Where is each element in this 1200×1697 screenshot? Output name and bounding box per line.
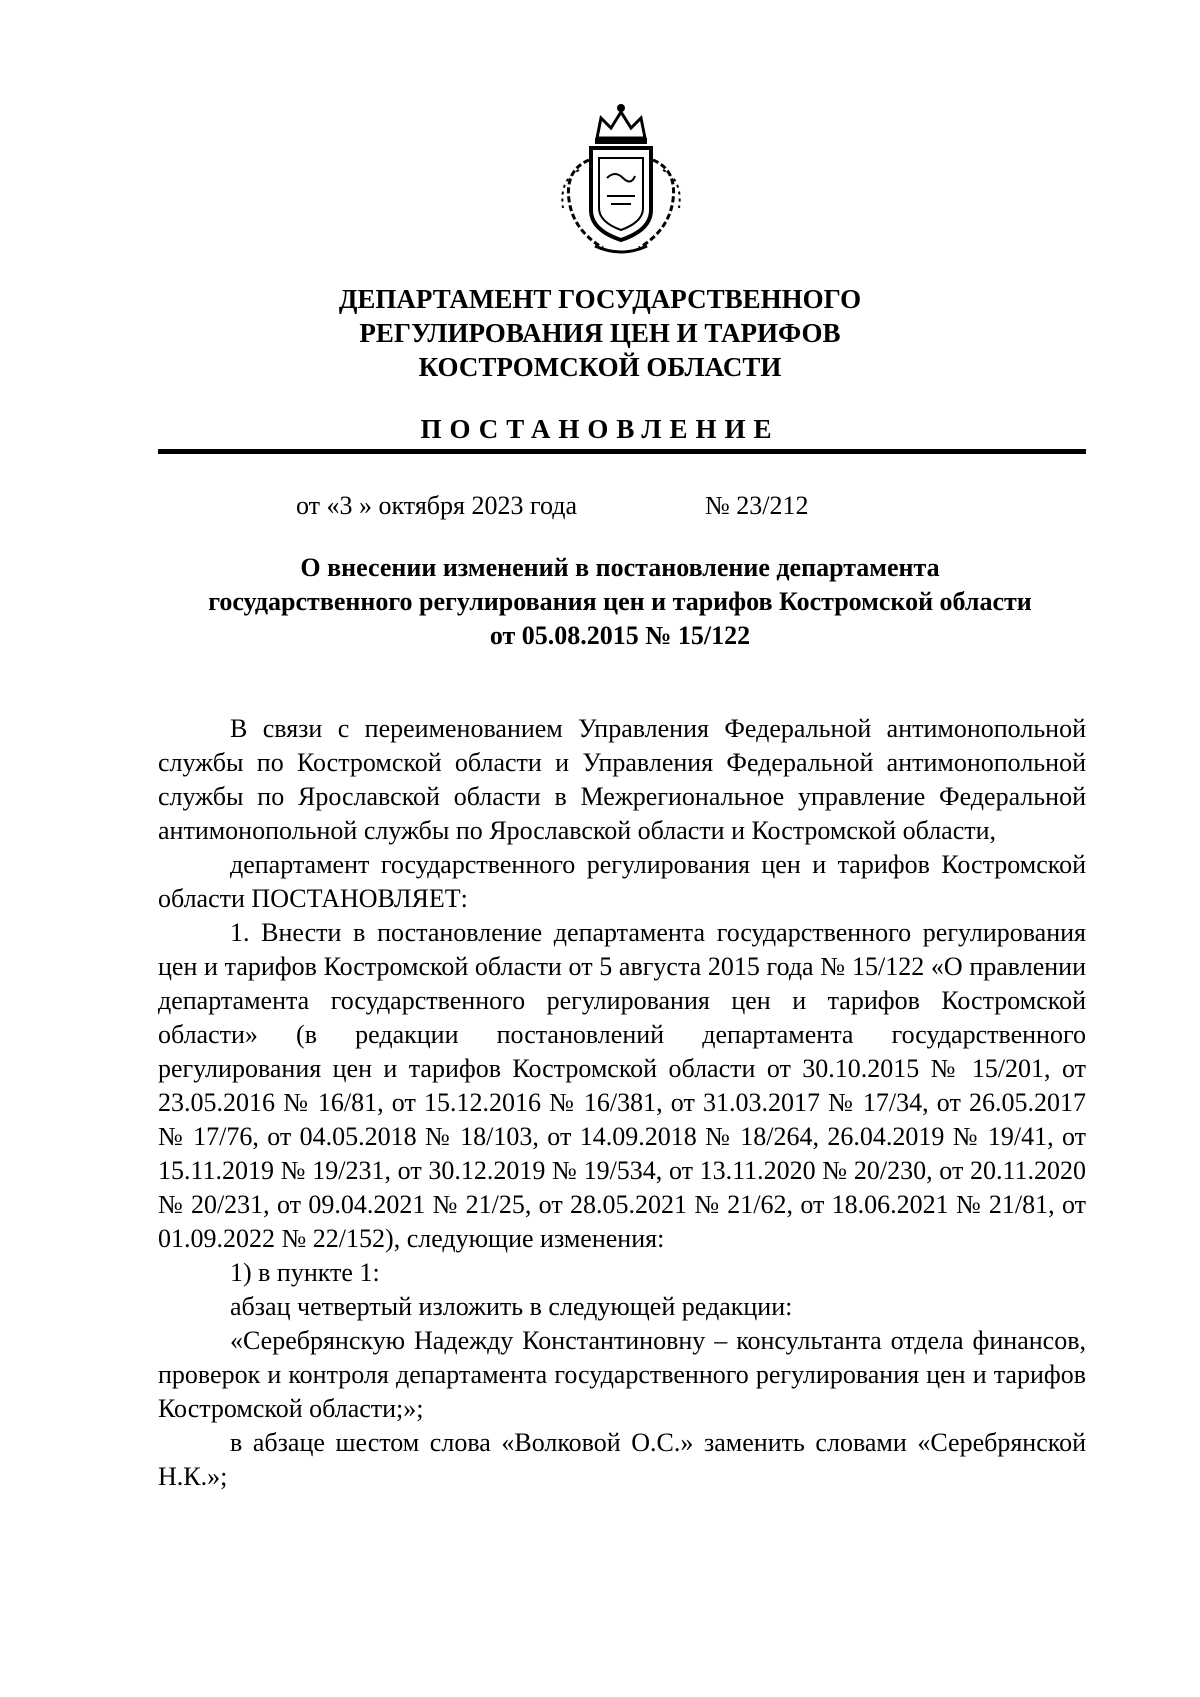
document-date: от «3 » октября 2023 года xyxy=(296,491,578,520)
body-paragraph: 1. Внести в постановление департамента государственного регулирования цен и тарифов Костромской области от 5 августа 2015 года № 15/122 «О правлении департамента государственного регулирования цен и тарифов Костромской области» (в редакции постановлений департамента государственного регулирования цен и тарифов Костромской области от 30.10.2015 № 15/201, от 23.05.2016 № 16/81, от 15.12.2016 № 16/381, от 31.03.2017 № 17/34, от 26.05.2017 № 17/76, от 04.05.2018 № 18/103, от 14.09.2018 № 18/264, 26.04.2019 № 19/41, от 15.11.2019 № 19/231, от 30.12.2019 № 19/534, от 13.11.2020 № 20/230, от 20.11.2020 № 20/231, от 09.04.2021 № 21/25, от 28.05.2021 № 21/62, от 18.06.2021 № 21/81, от 01.09.2022 № 22/152), следующие изменения: xyxy=(158,918,1086,1253)
header-divider xyxy=(158,449,1086,454)
coat-of-arms-icon xyxy=(545,100,697,260)
body-paragraph: В связи с переименованием Управления Федеральной антимонопольной службы по Костромской области и Управления Федеральной антимонопольной службы по Ярославской области в Межрегиональное управление Федеральной антимонопольной службы по Ярославской области и Костромской области, xyxy=(158,714,1086,845)
subject-line3: от 05.08.2015 № 15/122 xyxy=(489,621,751,650)
body-paragraph: абзац четвертый изложить в следующей редакции: xyxy=(230,1292,793,1321)
subject-line2: государственного регулирования цен и тарифов Костромской области xyxy=(208,587,1032,616)
body-paragraph: в абзаце шестом слова «Волковой О.С.» заменить словами «Серебрянской Н.К.»; xyxy=(158,1428,1086,1491)
document-number: № 23/212 xyxy=(705,491,809,520)
department-name-line3: КОСТРОМСКОЙ ОБЛАСТИ xyxy=(418,352,782,382)
body-paragraph: департамент государственного регулирования цен и тарифов Костромской области ПОСТАНОВЛЯЕТ: xyxy=(158,850,1086,913)
document-subject xyxy=(150,551,1090,653)
body-paragraph: 1) в пункте 1: xyxy=(230,1258,380,1287)
document-type-title: ПОСТАНОВЛЕНИЕ xyxy=(420,414,780,444)
body-paragraph: «Серебрянскую Надежду Константиновну – консультанта отдела финансов, проверок и контроля департамента государственного регулирования цен и тарифов Костромской области;»; xyxy=(158,1326,1086,1423)
subject-line1: О внесении изменений в постановление департамента xyxy=(300,553,940,582)
department-header xyxy=(150,282,1050,384)
document-body xyxy=(158,712,1086,1494)
department-name-line2: РЕГУЛИРОВАНИЯ ЦЕН И ТАРИФОВ xyxy=(359,318,841,348)
department-name-line1: ДЕПАРТАМЕНТ ГОСУДАРСТВЕННОГО xyxy=(338,284,862,314)
